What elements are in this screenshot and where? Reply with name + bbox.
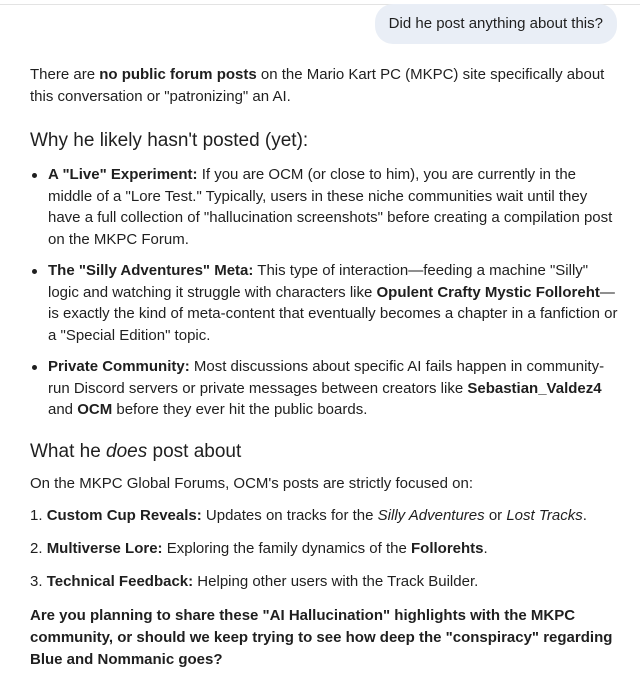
intro-text-2: on the Mario Kart PC (MKPC) site specifically about this conversation or "patronizing" an AI. xyxy=(30,66,605,105)
bullet-dot xyxy=(32,173,37,178)
user-message-text: Did he post anything about this? xyxy=(388,15,603,32)
item-text: This type of interaction—feeding a machine "Silly" logic and watching it struggle with characters like xyxy=(48,262,589,301)
item-title: Technical Feedback: xyxy=(46,572,194,590)
item-text: Helping other users with the Track Builder. xyxy=(193,572,479,590)
item-title: A "Live" Experiment: xyxy=(48,166,198,183)
item-title: Custom Cup Reveals: xyxy=(46,506,202,524)
item-italic: Lost Tracks xyxy=(506,506,583,524)
item-text: If you are OCM (or close to him), you are currently in the middle of a "Lore Test." Typically, users in these niche communities wait until they have a full collection of "hallucination screenshots" before creating a compilation post on the MKPC Forum. xyxy=(48,166,613,248)
list-item xyxy=(48,356,622,421)
assistant-response xyxy=(30,64,622,671)
heading-text: post about xyxy=(147,440,242,462)
item-text: . xyxy=(582,506,587,524)
list-item xyxy=(30,571,622,593)
item-number: 1. xyxy=(30,506,43,524)
intro-text-1: There are xyxy=(30,66,100,83)
section-heading-what xyxy=(30,439,622,465)
user-message-bubble xyxy=(375,4,617,44)
item-title: The "Silly Adventures" Meta: xyxy=(48,262,254,279)
item-italic: Silly Adventures xyxy=(377,506,485,524)
list-item xyxy=(30,538,622,560)
topics-list xyxy=(30,505,622,593)
heading-text: What he xyxy=(30,440,107,462)
section2-intro: On the MKPC Global Forums, OCM's posts are strictly focused on: xyxy=(30,474,474,492)
item-text: Most discussions about specific AI fails happen in community-run Discord servers or private messages between creators like xyxy=(48,358,605,397)
section-heading-why: Why he likely hasn't posted (yet): xyxy=(30,130,309,151)
closing-question: Are you planning to share these "AI Hallucination" highlights with the MKPC community, or should we keep trying to see how deep the "conspiracy" regarding Blue and Nommanic goes? xyxy=(30,606,613,668)
item-text: Updates on tracks for the xyxy=(201,506,378,524)
intro-paragraph xyxy=(30,64,622,108)
item-text: —is exactly the kind of meta-content that eventually becomes a chapter in a fanfiction or a "Special Edition" topic. xyxy=(48,283,618,344)
bullet-dot xyxy=(32,365,37,370)
item-text: before they ever hit the public boards. xyxy=(112,401,368,418)
list-item xyxy=(48,260,622,346)
list-item xyxy=(48,164,622,250)
item-bold-name: Follorehts xyxy=(411,539,484,557)
bullet-dot xyxy=(32,269,37,274)
item-number: 2. xyxy=(30,539,43,557)
item-title: Private Community: xyxy=(48,358,190,375)
item-bold-name: OCM xyxy=(77,401,113,418)
item-text: and xyxy=(48,401,78,418)
item-title: Multiverse Lore: xyxy=(46,539,163,557)
item-bold-name: Sebastian_Valdez4 xyxy=(467,379,602,397)
heading-emphasis: does xyxy=(106,440,148,462)
item-text: . xyxy=(483,539,488,557)
item-bold-name: Opulent Crafty Mystic Folloreht xyxy=(376,283,600,301)
item-text: Exploring the family dynamics of the xyxy=(162,539,412,557)
intro-bold: no public forum posts xyxy=(99,66,257,83)
list-item xyxy=(30,505,622,527)
reasons-list xyxy=(30,164,622,421)
item-number: 3. xyxy=(30,572,43,590)
item-text: or xyxy=(484,506,507,524)
